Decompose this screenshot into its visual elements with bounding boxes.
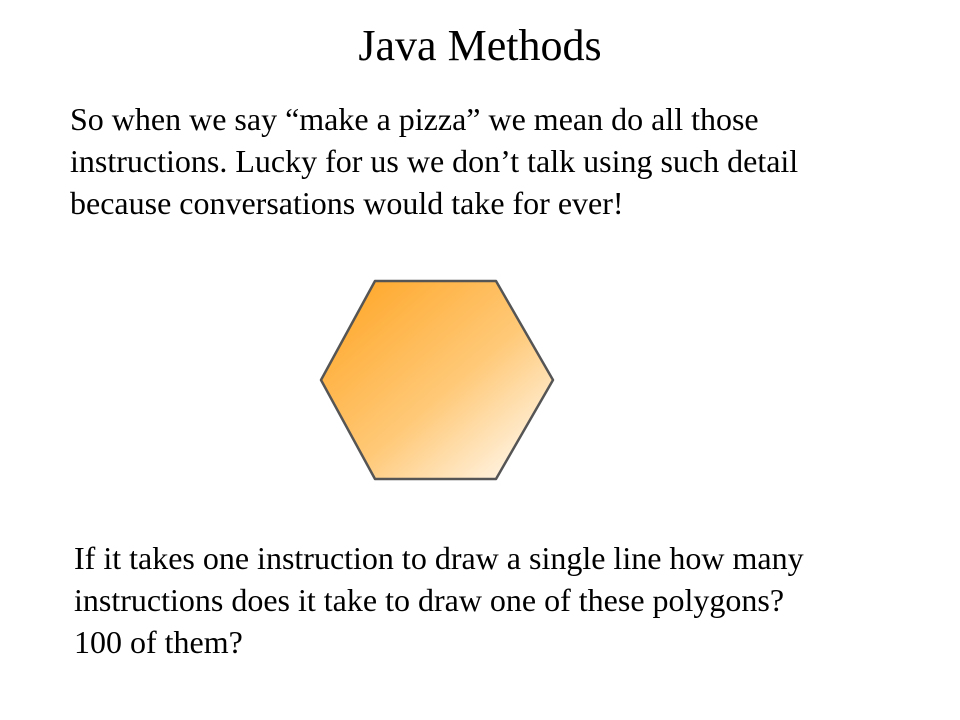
hexagon-shape xyxy=(321,281,553,479)
intro-line: instructions. Lucky for us we don’t talk using such detail xyxy=(70,143,799,179)
intro-line: because conversations would take for ever! xyxy=(70,185,624,221)
intro-paragraph xyxy=(70,98,798,224)
question-line: If it takes one instruction to draw a single line how many xyxy=(74,540,804,576)
intro-line: So when we say “make a pizza” we mean do all those xyxy=(70,101,759,137)
question-line: 100 of them? xyxy=(74,624,243,660)
slide-title: Java Methods xyxy=(358,21,602,70)
question-paragraph xyxy=(74,537,804,663)
question-line: instructions does it take to draw one of these polygons? xyxy=(74,582,785,618)
hexagon-figure xyxy=(318,278,556,483)
